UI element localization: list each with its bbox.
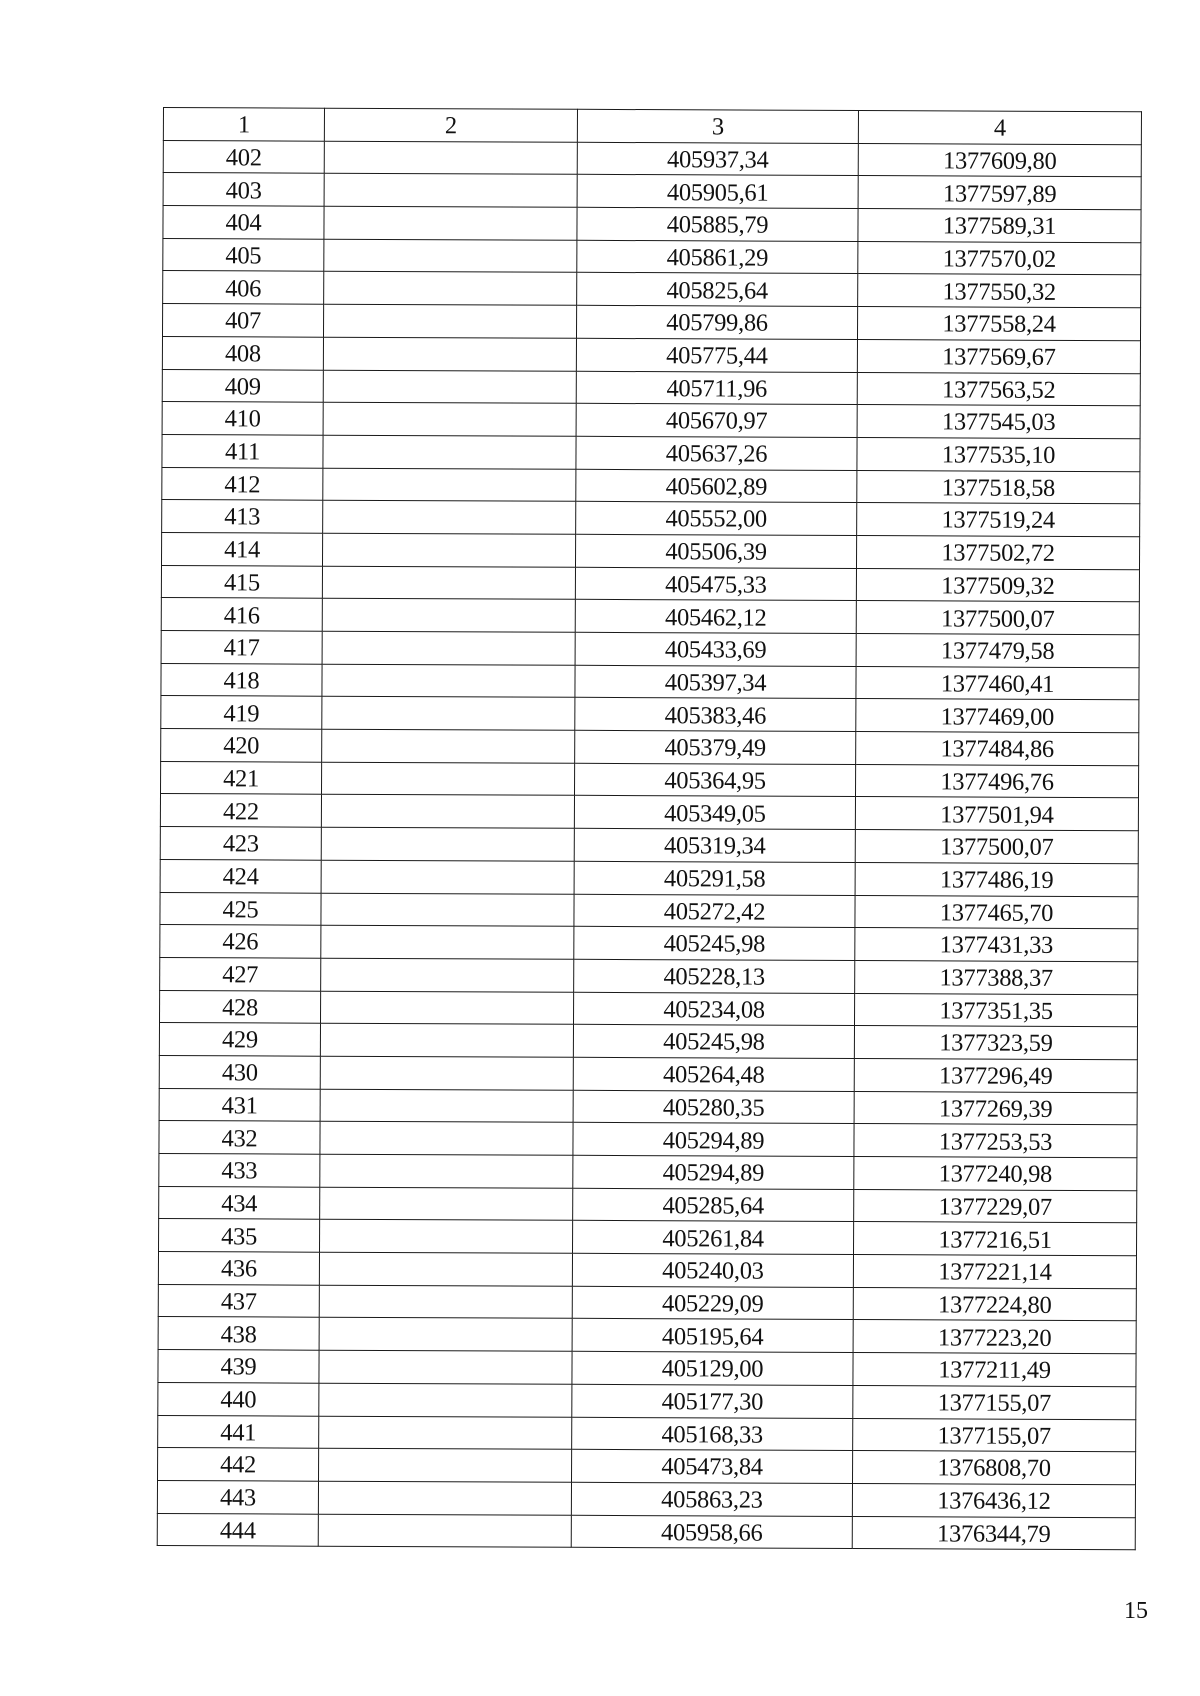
y-coordinate-cell: 1377216,51 [853,1222,1136,1256]
point-number-cell: 422 [160,794,321,827]
table-row [160,990,1138,1027]
point-number-cell: 436 [158,1252,319,1285]
y-coordinate-cell: 1377223,20 [853,1320,1136,1354]
x-coordinate-cell: 405637,26 [576,436,857,470]
description-cell [320,1056,573,1090]
point-number-cell: 434 [159,1186,320,1219]
point-number-cell: 414 [162,532,323,565]
description-cell [322,599,575,633]
point-number-cell: 424 [160,859,321,892]
description-cell [322,566,575,600]
description-cell [320,1122,573,1156]
y-coordinate-cell: 1377431,33 [855,928,1138,962]
y-coordinate-cell: 1377479,58 [856,634,1139,668]
table-row [158,1350,1136,1387]
point-number-cell: 437 [158,1284,319,1317]
point-number-cell: 403 [163,173,324,206]
description-cell [322,664,575,698]
table-row [162,500,1140,537]
table-row [159,1023,1137,1060]
point-number-cell: 418 [161,663,322,696]
y-coordinate-cell: 1377589,31 [858,209,1141,243]
y-coordinate-cell: 1377519,24 [857,503,1140,537]
x-coordinate-cell: 405195,64 [572,1319,853,1353]
x-coordinate-cell: 405775,44 [576,338,857,372]
column-header-3: 3 [577,109,858,143]
x-coordinate-cell: 405885,79 [577,207,858,241]
y-coordinate-cell: 1377465,70 [855,895,1138,929]
description-cell [323,304,576,338]
x-coordinate-cell: 405433,69 [575,632,856,666]
table-row [163,173,1141,210]
x-coordinate-cell: 405240,03 [572,1253,853,1287]
description-cell [322,729,575,763]
point-number-cell: 408 [162,336,323,369]
y-coordinate-cell: 1377460,41 [856,666,1139,700]
x-coordinate-cell: 405272,42 [574,894,855,928]
description-cell [320,1023,573,1057]
x-coordinate-cell: 405364,95 [574,763,855,797]
description-cell [318,1481,571,1515]
point-number-cell: 413 [162,500,323,533]
table-row [158,1415,1136,1452]
y-coordinate-cell: 1377496,76 [855,764,1138,798]
x-coordinate-cell: 405291,58 [574,861,855,895]
point-number-cell: 409 [162,369,323,402]
point-number-cell: 432 [159,1121,320,1154]
x-coordinate-cell: 405261,84 [573,1221,854,1255]
description-cell [320,1187,573,1221]
description-cell [319,1318,572,1352]
y-coordinate-cell: 1377323,59 [854,1026,1137,1060]
y-coordinate-cell: 1377518,58 [857,470,1140,504]
y-coordinate-cell: 1377221,14 [853,1255,1136,1289]
header-row [163,108,1141,145]
point-number-cell: 442 [158,1448,319,1481]
description-cell [323,370,576,404]
point-number-cell: 407 [162,304,323,337]
table-row [160,794,1138,831]
description-cell [324,239,577,273]
table-row [158,1284,1136,1321]
x-coordinate-cell: 405397,34 [575,665,856,699]
x-coordinate-cell: 405280,35 [573,1090,854,1124]
description-cell [319,1252,572,1286]
x-coordinate-cell: 405506,39 [575,534,856,568]
description-cell [322,533,575,567]
description-cell [324,272,577,306]
point-number-cell: 429 [159,1023,320,1056]
table-row [163,206,1141,243]
x-coordinate-cell: 405234,08 [574,992,855,1026]
y-coordinate-cell: 1377240,98 [854,1157,1137,1191]
table-row [163,271,1141,308]
table-row [157,1513,1135,1550]
description-cell [324,206,577,240]
y-coordinate-cell: 1377269,39 [854,1091,1137,1125]
table-row [162,336,1140,373]
y-coordinate-cell: 1377609,80 [858,143,1141,177]
table-row [161,663,1139,700]
table-row [161,729,1139,766]
table-row [158,1448,1136,1485]
y-coordinate-cell: 1377500,07 [856,601,1139,635]
y-coordinate-cell: 1377570,02 [858,241,1141,275]
table-row [159,1186,1137,1223]
table-row [161,598,1139,635]
x-coordinate-cell: 405711,96 [576,371,857,405]
point-number-cell: 431 [159,1088,320,1121]
description-cell [323,435,576,469]
point-number-cell: 415 [161,565,322,598]
description-cell [322,631,575,665]
y-coordinate-cell: 1377155,07 [853,1385,1136,1419]
y-coordinate-cell: 1377469,00 [856,699,1139,733]
description-cell [323,500,576,534]
point-number-cell: 405 [163,238,324,271]
x-coordinate-cell: 405670,97 [576,403,857,437]
x-coordinate-cell: 405294,89 [573,1155,854,1189]
point-number-cell: 444 [157,1513,318,1546]
description-cell [324,141,577,175]
column-header-1: 1 [163,108,324,141]
y-coordinate-cell: 1377501,94 [855,797,1138,831]
table-row [163,140,1141,177]
description-cell [321,827,574,861]
table-row [162,304,1140,341]
point-number-cell: 420 [161,729,322,762]
point-number-cell: 433 [159,1153,320,1186]
point-number-cell: 425 [160,892,321,925]
point-number-cell: 426 [160,925,321,958]
point-number-cell: 427 [160,957,321,990]
x-coordinate-cell: 405799,86 [576,305,857,339]
table-row [159,1055,1137,1092]
x-coordinate-cell: 405552,00 [576,502,857,536]
table-row [162,402,1140,439]
table-row [159,1088,1137,1125]
x-coordinate-cell: 405863,23 [571,1482,852,1516]
point-number-cell: 406 [163,271,324,304]
x-coordinate-cell: 405861,29 [577,240,858,274]
x-coordinate-cell: 405825,64 [577,273,858,307]
description-cell [319,1285,572,1319]
y-coordinate-cell: 1377545,03 [857,405,1140,439]
point-number-cell: 440 [158,1382,319,1415]
y-coordinate-cell: 1377509,32 [856,568,1139,602]
description-cell [319,1416,572,1450]
column-header-2: 2 [324,108,577,142]
y-coordinate-cell: 1377569,67 [857,339,1140,373]
table-row [159,1219,1137,1256]
description-cell [323,468,576,502]
x-coordinate-cell: 405168,33 [572,1417,853,1451]
point-number-cell: 423 [160,827,321,860]
description-cell [320,1220,573,1254]
x-coordinate-cell: 405473,84 [572,1449,853,1483]
description-cell [320,1154,573,1188]
description-cell [323,337,576,371]
table-row [160,957,1138,994]
y-coordinate-cell: 1377224,80 [853,1287,1136,1321]
x-coordinate-cell: 405937,34 [577,142,858,176]
x-coordinate-cell: 405129,00 [572,1351,853,1385]
y-coordinate-cell: 1376808,70 [853,1451,1136,1485]
y-coordinate-cell: 1377253,53 [854,1124,1137,1158]
description-cell [319,1383,572,1417]
point-number-cell: 419 [161,696,322,729]
description-cell [324,174,577,208]
table-row [161,565,1139,602]
point-number-cell: 439 [158,1350,319,1383]
y-coordinate-cell: 1377486,19 [855,862,1138,896]
y-coordinate-cell: 1377550,32 [858,274,1141,308]
description-cell [320,1089,573,1123]
table-row [160,859,1138,896]
column-header-4: 4 [858,111,1141,145]
table-row [161,761,1139,798]
y-coordinate-cell: 1377535,10 [857,437,1140,471]
point-number-cell: 412 [162,467,323,500]
table-row [158,1252,1136,1289]
y-coordinate-cell: 1377351,35 [854,993,1137,1027]
point-number-cell: 416 [161,598,322,631]
point-number-cell: 410 [162,402,323,435]
point-number-cell: 430 [159,1055,320,1088]
y-coordinate-cell: 1377296,49 [854,1058,1137,1092]
description-cell [319,1448,572,1482]
table-row [160,925,1138,962]
x-coordinate-cell: 405264,48 [573,1057,854,1091]
description-cell [321,925,574,959]
table-row [162,434,1140,471]
table-row [160,827,1138,864]
description-cell [318,1514,571,1548]
description-cell [323,402,576,436]
point-number-cell: 421 [161,761,322,794]
table-row [160,892,1138,929]
table-row [157,1480,1135,1517]
description-cell [322,697,575,731]
y-coordinate-cell: 1377500,07 [855,830,1138,864]
table-body [157,140,1141,1550]
y-coordinate-cell: 1377597,89 [858,176,1141,210]
y-coordinate-cell: 1377155,07 [853,1418,1136,1452]
description-cell [319,1350,572,1384]
description-cell [322,762,575,796]
point-number-cell: 404 [163,206,324,239]
page-number: 15 [1124,1598,1148,1624]
x-coordinate-cell: 405602,89 [576,469,857,503]
x-coordinate-cell: 405228,13 [574,959,855,993]
table-row [163,238,1141,275]
y-coordinate-cell: 1377502,72 [856,535,1139,569]
description-cell [321,860,574,894]
description-cell [321,893,574,927]
description-cell [321,958,574,992]
point-number-cell: 438 [158,1317,319,1350]
table-row [162,532,1140,569]
point-number-cell: 435 [159,1219,320,1252]
y-coordinate-cell: 1377558,24 [857,307,1140,341]
y-coordinate-cell: 1377563,52 [857,372,1140,406]
table-row [162,467,1140,504]
x-coordinate-cell: 405475,33 [575,567,856,601]
x-coordinate-cell: 405177,30 [572,1384,853,1418]
table-row [158,1317,1136,1354]
table-row [161,696,1139,733]
point-number-cell: 441 [158,1415,319,1448]
table-row [159,1121,1137,1158]
x-coordinate-cell: 405229,09 [572,1286,853,1320]
x-coordinate-cell: 405245,98 [573,1025,854,1059]
x-coordinate-cell: 405958,66 [571,1515,852,1549]
x-coordinate-cell: 405383,46 [575,698,856,732]
point-number-cell: 428 [160,990,321,1023]
table-row [162,369,1140,406]
x-coordinate-cell: 405379,49 [575,730,856,764]
coordinates-table [157,107,1142,1551]
y-coordinate-cell: 1376344,79 [852,1516,1135,1550]
y-coordinate-cell: 1376436,12 [852,1483,1135,1517]
y-coordinate-cell: 1377388,37 [855,960,1138,994]
y-coordinate-cell: 1377211,49 [853,1353,1136,1387]
table-row [159,1153,1137,1190]
point-number-cell: 417 [161,630,322,663]
x-coordinate-cell: 405245,98 [574,926,855,960]
point-number-cell: 411 [162,434,323,467]
y-coordinate-cell: 1377229,07 [854,1189,1137,1223]
point-number-cell: 402 [163,140,324,173]
x-coordinate-cell: 405294,89 [573,1123,854,1157]
x-coordinate-cell: 405285,64 [573,1188,854,1222]
table-row [158,1382,1136,1419]
x-coordinate-cell: 405462,12 [575,600,856,634]
x-coordinate-cell: 405905,61 [577,175,858,209]
x-coordinate-cell: 405349,05 [574,796,855,830]
x-coordinate-cell: 405319,34 [574,828,855,862]
table-row [161,630,1139,667]
description-cell [321,991,574,1025]
point-number-cell: 443 [157,1480,318,1513]
y-coordinate-cell: 1377484,86 [856,732,1139,766]
description-cell [321,795,574,829]
